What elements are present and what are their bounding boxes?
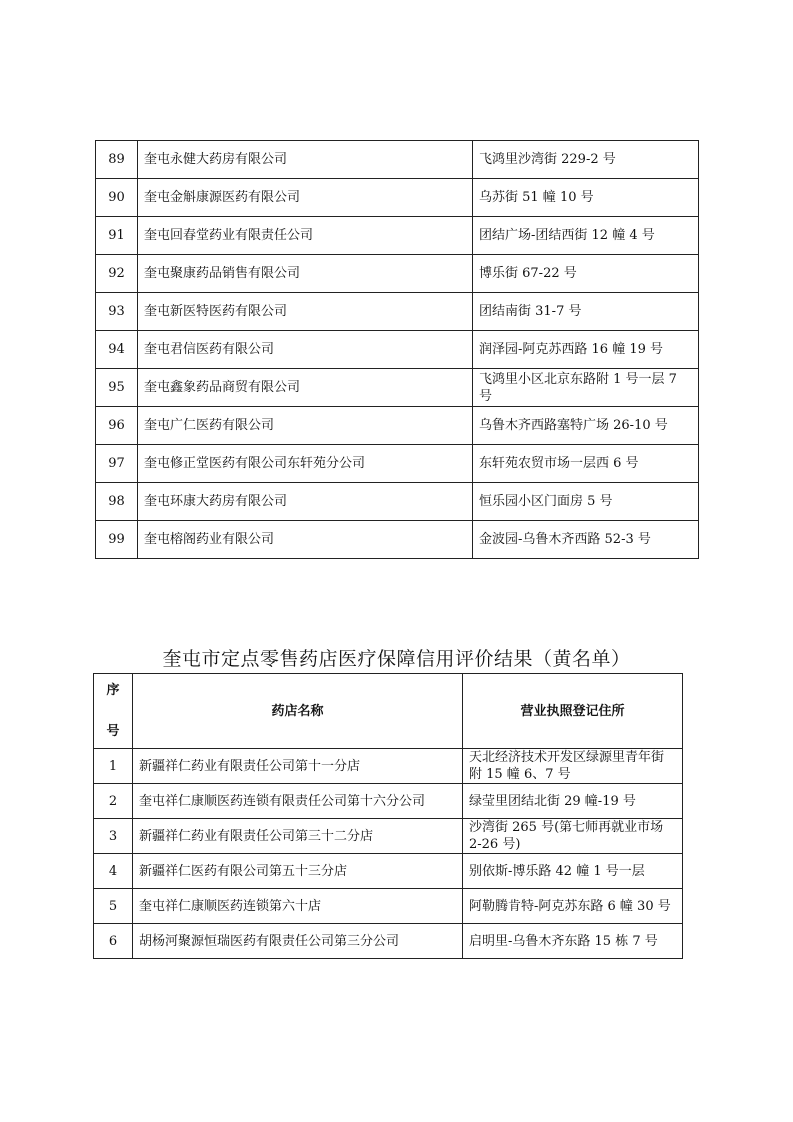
pharmacy-address: 润泽园-阿克苏西路 16 幢 19 号 — [473, 331, 699, 369]
pharmacy-address: 金波园-乌鲁木齐西路 52-3 号 — [473, 521, 699, 559]
table-row — [96, 217, 699, 255]
table-row — [96, 331, 699, 369]
pharmacy-address: 乌鲁木齐西路塞特广场 26-10 号 — [473, 407, 699, 445]
pharmacy-name: 奎屯新医特医药有限公司 — [138, 293, 473, 331]
pharmacy-address: 飞鸿里沙湾街 229-2 号 — [473, 141, 699, 179]
pharmacy-name: 奎屯君信医药有限公司 — [138, 331, 473, 369]
row-number: 97 — [96, 445, 138, 483]
row-number: 94 — [96, 331, 138, 369]
pharmacy-address: 东轩苑农贸市场一层西 6 号 — [473, 445, 699, 483]
table-row — [96, 445, 699, 483]
pharmacy-address: 别依斯-博乐路 42 幢 1 号一层 — [463, 854, 683, 889]
header-number-bottom: 号 — [106, 724, 120, 739]
pharmacy-address: 沙湾街 265 号(第七师再就业市场 2-26 号) — [463, 819, 683, 854]
table-row — [94, 889, 683, 924]
pharmacy-name: 奎屯鑫象药品商贸有限公司 — [138, 369, 473, 407]
pharmacy-name: 奎屯永健大药房有限公司 — [138, 141, 473, 179]
pharmacy-name: 奎屯祥仁康顺医药连锁第六十店 — [133, 889, 463, 924]
pharmacy-name: 新疆祥仁药业有限责任公司第三十二分店 — [133, 819, 463, 854]
row-number: 89 — [96, 141, 138, 179]
table-header-row — [94, 674, 683, 749]
table-row — [96, 293, 699, 331]
pharmacy-address: 团结南街 31-7 号 — [473, 293, 699, 331]
pharmacy-name: 新疆祥仁药业有限责任公司第十一分店 — [133, 749, 463, 784]
table-row — [96, 141, 699, 179]
pharmacy-name: 新疆祥仁医药有限公司第五十三分店 — [133, 854, 463, 889]
header-registered-address: 营业执照登记住所 — [463, 674, 683, 749]
pharmacy-name: 奎屯回春堂药业有限责任公司 — [138, 217, 473, 255]
row-number: 2 — [94, 784, 133, 819]
row-number: 3 — [94, 819, 133, 854]
table-row — [94, 784, 683, 819]
table-row — [96, 179, 699, 217]
pharmacy-name: 胡杨河聚源恒瑞医药有限责任公司第三分公司 — [133, 924, 463, 959]
pharmacy-name: 奎屯修正堂医药有限公司东轩苑分公司 — [138, 445, 473, 483]
pharmacy-name: 奎屯榕阁药业有限公司 — [138, 521, 473, 559]
table-row — [94, 924, 683, 959]
section-title: 奎屯市定点零售药店医疗保障信用评价结果（黄名单） — [162, 648, 631, 670]
table-row — [94, 854, 683, 889]
row-number: 93 — [96, 293, 138, 331]
pharmacy-address: 恒乐园小区门面房 5 号 — [473, 483, 699, 521]
pharmacy-address: 天北经济技术开发区绿源里青年街附 15 幢 6、7 号 — [463, 749, 683, 784]
pharmacy-address: 团结广场-团结西街 12 幢 4 号 — [473, 217, 699, 255]
row-number: 91 — [96, 217, 138, 255]
row-number: 4 — [94, 854, 133, 889]
table-row — [96, 369, 699, 407]
pharmacy-address: 绿莹里团结北街 29 幢-19 号 — [463, 784, 683, 819]
header-number-top: 序 — [106, 683, 120, 698]
row-number: 1 — [94, 749, 133, 784]
table-row — [94, 819, 683, 854]
header-pharmacy-name: 药店名称 — [133, 674, 463, 749]
row-number: 96 — [96, 407, 138, 445]
pharmacy-address: 乌苏街 51 幢 10 号 — [473, 179, 699, 217]
table-row — [96, 407, 699, 445]
table-row — [96, 255, 699, 293]
pharmacy-address: 启明里-乌鲁木齐东路 15 栋 7 号 — [463, 924, 683, 959]
row-number: 6 — [94, 924, 133, 959]
pharmacy-name: 奎屯金斛康源医药有限公司 — [138, 179, 473, 217]
pharmacy-address: 博乐街 67-22 号 — [473, 255, 699, 293]
table-row — [94, 749, 683, 784]
pharmacy-name: 奎屯聚康药品销售有限公司 — [138, 255, 473, 293]
table-row — [96, 483, 699, 521]
row-number: 92 — [96, 255, 138, 293]
row-number: 90 — [96, 179, 138, 217]
pharmacy-name: 奎屯环康大药房有限公司 — [138, 483, 473, 521]
pharmacy-address: 飞鸿里小区北京东路附 1 号一层 7 号 — [473, 369, 699, 407]
row-number: 95 — [96, 369, 138, 407]
header-number — [94, 674, 133, 749]
table-row — [96, 521, 699, 559]
pharmacy-name: 奎屯祥仁康顺医药连锁有限责任公司第十六分公司 — [133, 784, 463, 819]
row-number: 5 — [94, 889, 133, 924]
row-number: 99 — [96, 521, 138, 559]
pharmacy-list-table-continued — [95, 140, 699, 559]
yellow-list-table — [93, 673, 683, 959]
pharmacy-address: 阿勒腾肯特-阿克苏东路 6 幢 30 号 — [463, 889, 683, 924]
row-number: 98 — [96, 483, 138, 521]
pharmacy-name: 奎屯广仁医药有限公司 — [138, 407, 473, 445]
